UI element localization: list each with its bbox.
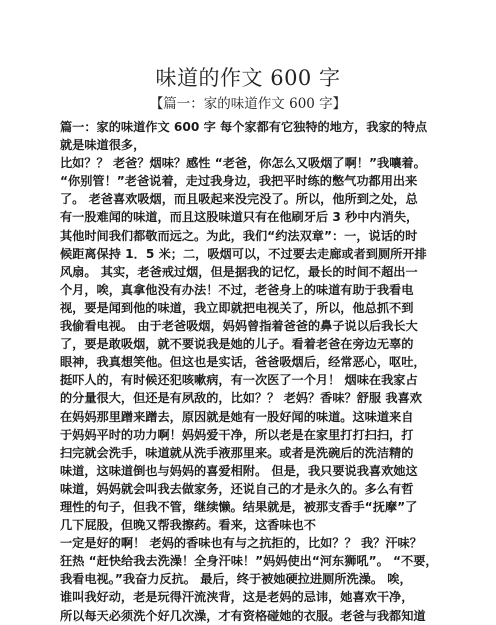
body-line: 风扇。 其实，老爸戒过烟，但是据我的记忆，最长的时间不超出一 <box>60 264 418 279</box>
body-line: 我看电视。”我奋力反抗。 最后，终于被她硬拉进厕所洗澡。 唉， <box>60 572 412 587</box>
body-line: 扫完就会洗手，味道就从洗手液那里来。或者是洗碗后的洗洁精的 <box>60 445 414 460</box>
body-line: 几下屁股，但晚又帮我擦药。看来，这香味也不 <box>60 518 316 533</box>
body-line: 味道，这味道倒也与妈妈的喜爱相附。 但是，我只要说我喜欢她这 <box>60 463 418 478</box>
body-line: 就是味道很多， <box>60 138 146 153</box>
body-line: 一定是好的啊！ 老妈的香味也有与之抗拒的，比如？？ 我？汗味？ <box>60 536 422 551</box>
body-line: 眼神，我真想笑他。但这也是实话，爸爸吸烟后，经常恶心，呕吐， <box>60 355 426 370</box>
body-line: 了。 老爸喜欢吸烟，而且吸起来没完没了。所以，他所到之处，总 <box>60 192 418 207</box>
body-line: 其他时间我们都敬而远之。为此，我们“约法双章”：一，说话的时 <box>60 228 418 243</box>
document-subtitle: 【篇一：家的味道作文 600 字】 <box>149 96 347 112</box>
body-line: 候距离保持 1．5 米；二，吸烟可以，不过要去走廊或者到厕所开排 <box>60 246 427 261</box>
body-line: 视，要是闻到他的味道，我立即就把电视关了，所以，他总抓不到 <box>60 300 414 315</box>
body-line: 我偷看电视。 由于老爸吸烟，妈妈曾指着爸爸的鼻子说以后我长大 <box>60 319 418 334</box>
body-line: 谁叫我好动，老是玩得汗流浃背，这是老妈的忌讳，她喜欢干净， <box>60 590 414 605</box>
body-line: “你别管！”老爸说着，走过我身边，我把平时练的憋气功都用出来 <box>60 174 418 189</box>
body-line: 理性的句子，但我不管，继续懒。结果就是，被那支香手“抚摩”了 <box>60 499 418 514</box>
body-line: 味道，妈妈就会叫我去做家务，还说自己的才是永久的。多么有哲 <box>60 481 414 496</box>
body-line: 有一股难闻的味道，而且这股味道只有在他刷牙后 3 秒中内消失， <box>60 210 419 225</box>
body-line: 了，要是敢吸烟，就不要说我是她的儿子。看着老爸在旁边无辜的 <box>60 337 414 352</box>
body-line: 在妈妈那里蹭来蹭去，原因就是她有一股好闻的味道。这味道来自 <box>60 409 414 424</box>
body-line: 篇一：家的味道作文 600 字 每个家都有它独特的地方，我家的特点 <box>60 120 428 134</box>
body-line: 的分量很大，但还是有夙敌的，比如？？ 老妈？香味？舒服 我喜欢 <box>60 391 422 406</box>
body-line: 挺吓人的，有时候还犯咳嗽病，有一次医了一个月！ 烟味在我家占 <box>60 373 418 388</box>
body-line: 狂热 “赶快给我去洗澡！全身汗味！”妈妈使出“河东狮吼”。 “不要， <box>60 554 438 569</box>
body-line: 个月，唉，真拿他没有办法！不过，老爸身上的味道有助于我看电 <box>60 282 414 297</box>
document-body <box>60 118 446 625</box>
document-title: 味道的作文 600 字 <box>155 66 341 90</box>
body-line: 所以每天必须洗个好几次澡，才有资格碰她的衣服。老爸与我都知道 <box>60 608 426 623</box>
body-line: 比如？？ 老爸？烟味？感性 “老爸，你怎么又吸烟了啊！”我嚷着。 <box>60 156 426 171</box>
body-line: 于妈妈平时的功力啊！妈妈爱干净，所以老是在家里打打扫扫，打 <box>60 427 414 442</box>
